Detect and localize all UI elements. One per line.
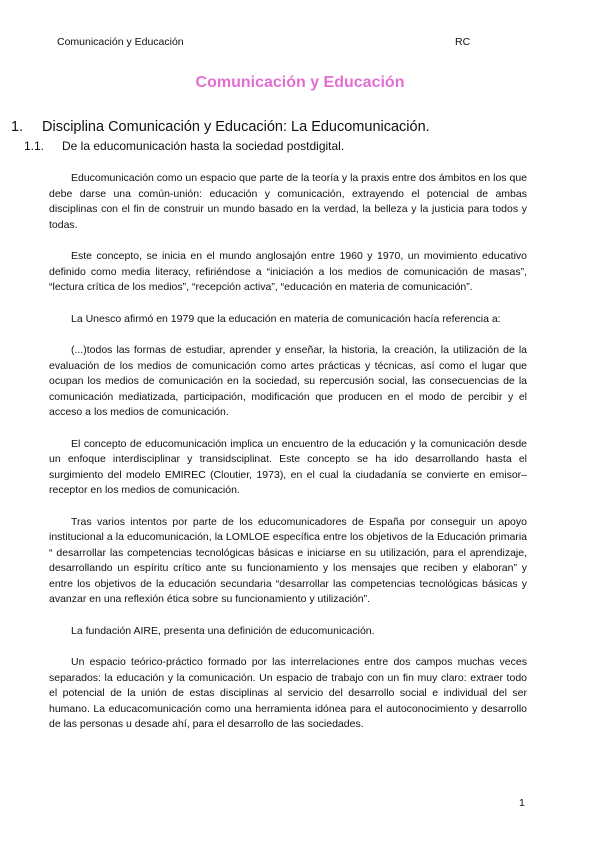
paragraph: Tras varios intentos por parte de los educomunicadores de España por conseguir un apoyo institucional a la educomunicación, la LOMLOE específica entre los objetivos de la Educación primaria “ desarrollar las competencias tecnológicas básicas e iniciarse en su utilización, para el aprendizaje, desarrollando un espíritu crítico ante su funcionamiento y los mensajes que reciben y elaboran” y entre los objetivos de la educación secundaria “desarrollar las competencias tecnológicas básicas y avanzar en una reflexión ética sobre su funcionamiento y utilización”. — [49, 515, 527, 605]
page-number: 1 — [519, 797, 525, 809]
subsection-number: 1.1. — [24, 139, 45, 153]
running-header-title: Comunicación y Educación — [57, 36, 184, 48]
section-heading-text: Disciplina Comunicación y Educación: La Educomunicación. — [42, 119, 430, 135]
section-number: 1. — [11, 119, 24, 135]
subsection-heading — [24, 139, 344, 153]
paragraph-quote: (...)todos las formas de estudiar, aprender y enseñar, la historia, la creación, la utilización de la evaluación de los medios de comunicación como artes prácticas y técnicas, así como el lugar que ocupan los medios de comunicación en la sociedad, su repercusión social, las consecuencias de la comunicación mediatizada, participación, modificación que producen en el modo de percibir y el acceso a los medios de comunicación. — [49, 344, 527, 418]
paragraph: El concepto de educomunicación implica un encuentro de la educación y la comunicación desde un enfoque interdisciplinar y transidsciplinat. Este concepto se ha ido desarrollando hasta el surgimiento del modelo EMIREC (Cloutier, 1973), en el cual la ciudadanía se convierte en emisor–receptor en los medios de comunicación. — [49, 437, 527, 496]
subsection-heading-text: De la educomunicación hasta la sociedad postdigital. — [62, 139, 345, 153]
section-heading — [11, 119, 430, 135]
paragraph: La fundación AIRE, presenta una definición de educomunicación. — [71, 624, 375, 637]
paragraph: La Unesco afirmó en 1979 que la educación en materia de comunicación hacía referencia a: — [71, 312, 501, 325]
body-text — [49, 171, 527, 749]
paragraph: Educomunicación como un espacio que parte de la teoría y la praxis entre dos ámbitos en los que debe darse una común-unión: educación y comunicación, extrayendo el potencial de ambas disciplinas con el fin de construir un mundo basado en la verdad, la belleza y la justicia para todos y todas. — [49, 172, 527, 231]
running-header-initials: RC — [455, 36, 471, 48]
paragraph: Este concepto, se inicia en el mundo anglosajón entre 1960 y 1970, un movimiento educativo definido como media literacy, refiriéndose a “iniciación a los medios de comunicación de masas”, “lectura crítica de los medios”, “recepción activa”, “educación en materia de comunicación”. — [49, 250, 527, 293]
document-title: Comunicación y Educación — [195, 74, 405, 91]
paragraph-quote: Un espacio teórico-práctico formado por las interrelaciones entre dos campos muchas veces separados: la educación y la comunicación. Un espacio de trabajo con un fin muy claro: extraer todo el potencial de la unión de estas disciplinas al servicio del desarrollo social e individual del ser humano. La educacomunicación como una herramienta idónea para el autoconocimiento y desarrollo de las personas u desade ahí, para el desarrollo de las sociedades. — [49, 656, 527, 730]
